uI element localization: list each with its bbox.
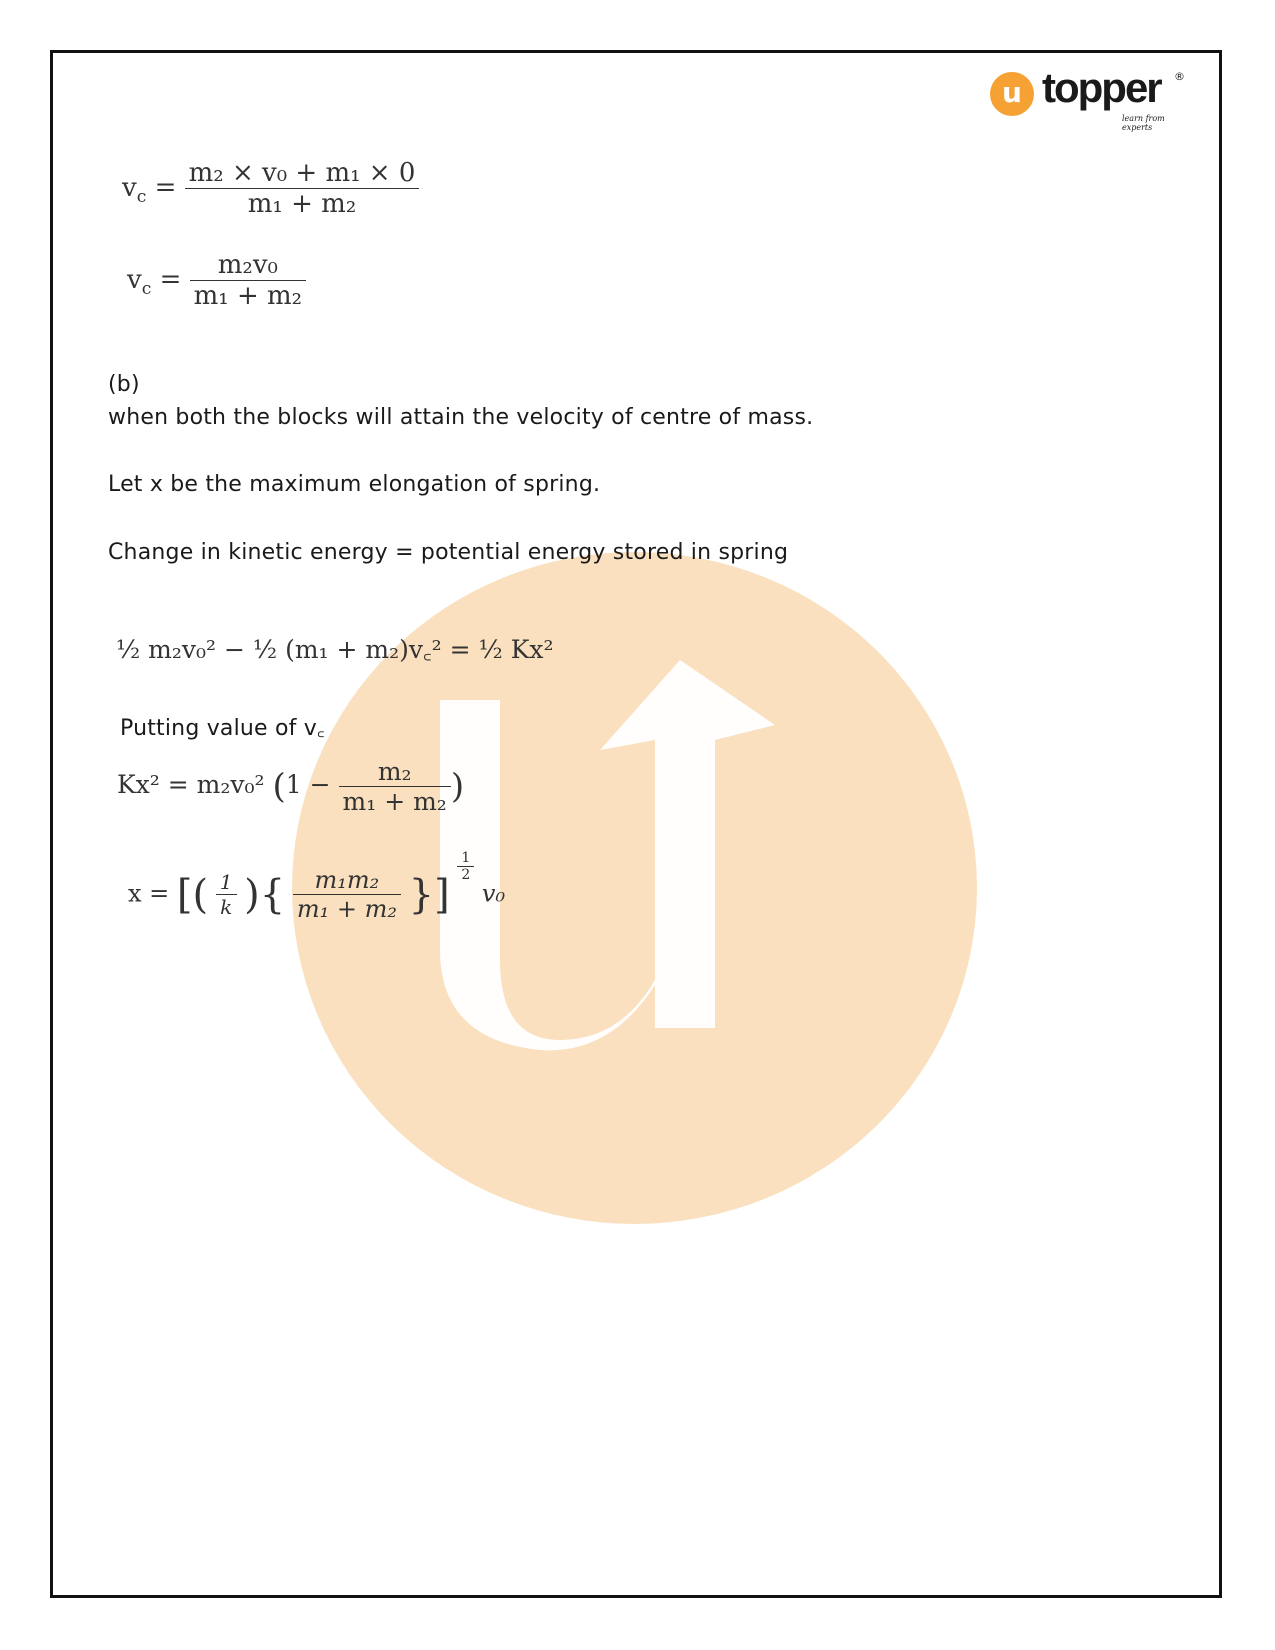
k-eq-lhs: Kx² = m₂v₀² (117, 770, 265, 799)
eq1-lhs: $v_c$ (122, 172, 147, 207)
k-eq-fraction (339, 757, 451, 816)
equation-vc-full: $v_c$ = $\frac{\text{m₂ × v₀ + m₁ × 0}}{\text{m₁ + m₂}}$ (122, 158, 419, 219)
k-eq-one: 1 − (285, 770, 331, 799)
x-inner-fraction: $\frac{1}{k}$ (216, 870, 237, 919)
part-label: (b) (108, 372, 140, 397)
x-fraction (293, 866, 401, 923)
eq1-numerator: m₂ × v₀ + m₁ × 0 (185, 158, 420, 189)
x-numerator: m₁m₂ (293, 866, 401, 895)
eq2-denominator: m₁ + m₂ (193, 281, 303, 311)
logo-registered-mark: ® (1174, 70, 1185, 83)
equation-vc-simplified: $v_c$ = $\frac{\text{m₂v₀}}{\text{m₁ + m₂}}$ (127, 250, 306, 311)
topper-logo (990, 64, 1190, 132)
logo-tagline: learn from experts (1122, 114, 1165, 132)
text-line-1: when both the blocks will attain the velocity of centre of mass. (108, 405, 814, 430)
x-eq-v0: v₀ (481, 879, 506, 908)
eq2-lhs: $v_c$ (127, 264, 152, 299)
k-equation: Kx² = m₂v₀² (1 − $\frac{\text{m₂}}{\text{m₁ + m₂}}$ ) (117, 757, 465, 816)
x-equation: x = [( $\frac{1}{k}$ ){ $\frac{\text{m₁m₂}}{\text{m₁ + m₂}}$ }] $\frac{1}{2}$ v₀ (128, 850, 506, 924)
eq2-numerator: m₂v₀ (190, 250, 306, 281)
eq1-fraction (185, 158, 420, 219)
eq1-denominator: m₁ + m₂ (247, 189, 357, 219)
k-eq-denominator: m₁ + m₂ (342, 787, 447, 816)
text-line-3: Change in kinetic energy = potential energy stored in spring (108, 540, 789, 565)
x-denominator: m₁ + m₂ (296, 895, 397, 924)
energy-equation: ½ m₂v₀² − ½ (m₁ + m₂)v꜀² = ½ Kx² (116, 635, 554, 664)
eq2-fraction (190, 250, 306, 311)
logo-mark-letter: u (1002, 76, 1022, 109)
x-exponent: $\frac{1}{2}$ (457, 850, 474, 883)
putting-value-text: Putting value of v꜀ (120, 716, 325, 741)
k-eq-numerator: m₂ (339, 757, 451, 787)
text-line-2: Let x be the maximum elongation of spring. (108, 472, 601, 497)
logo-wordmark: topper (1042, 64, 1161, 111)
x-eq-lhs: x = (128, 879, 170, 908)
